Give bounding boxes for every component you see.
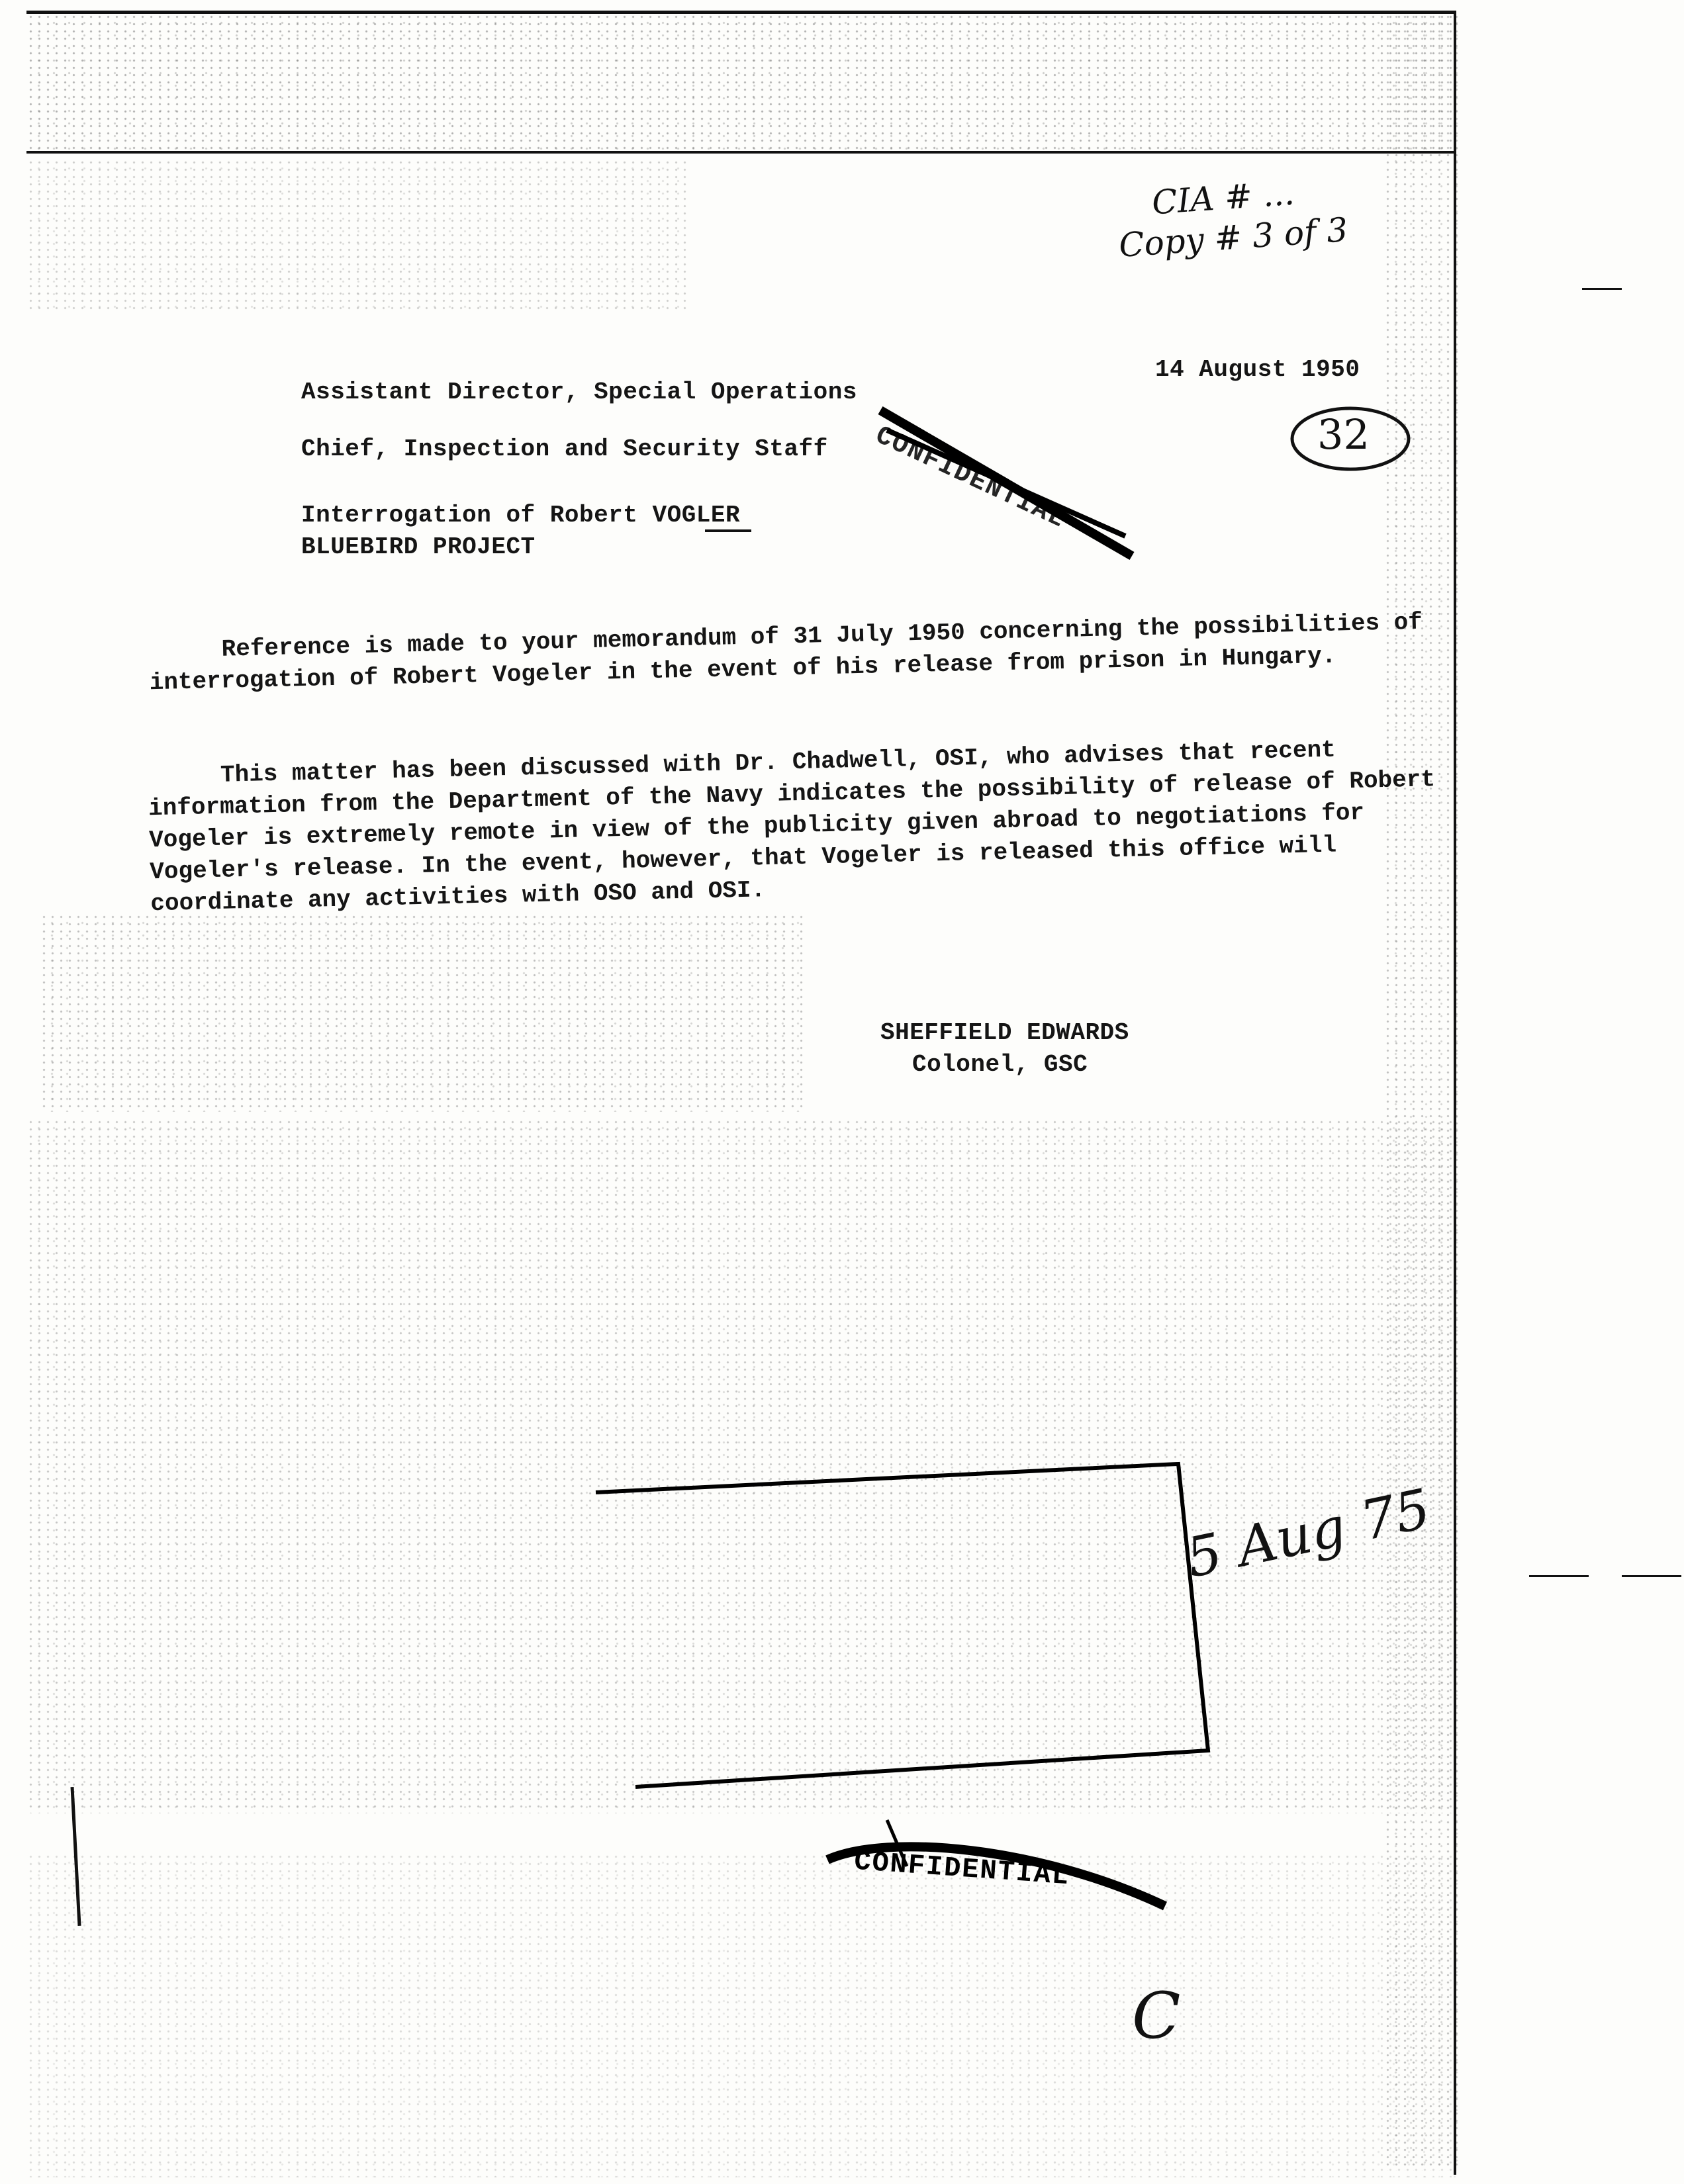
memo-project: BLUEBIRD PROJECT	[301, 533, 536, 561]
body-paragraph-1: Reference is made to your memorandum of 31 July 1950 concerning the possibilities of interrogation of Robert Vogeler in the event of his release from prison in Hungary.	[149, 608, 1423, 697]
top-border-line	[26, 11, 1456, 14]
circled-number: 32	[1317, 410, 1370, 459]
stamp-strikethrough-bottom	[808, 1807, 1178, 1926]
bottom-noise-band	[26, 1853, 1456, 2177]
signature-title: Colonel, GSC	[912, 1051, 1088, 1078]
handwritten-control-number: CIA # ...	[1150, 173, 1296, 222]
upper-left-noise	[26, 159, 688, 311]
handwritten-copy-number: Copy # 3 of 3	[1117, 210, 1349, 265]
body-paragraph-2: This matter has been discussed with Dr. Chadwell, OSI, who advises that recent information from the Department of the Navy indicates the possibility of release of Robert Vogeler is extremely remote in view of the publicity given abroad to negotiations for Vogeler's release. In the event, however, that Vogeler is released this office will coordinate any activities with OSO and OSI.	[148, 736, 1436, 918]
classification-stamp-top: CONFIDENTIAL	[870, 421, 1070, 535]
subject-underline	[705, 529, 751, 532]
memo-subject: Interrogation of Robert VOGLER	[301, 502, 741, 529]
stamp-strikethrough-top	[867, 397, 1145, 569]
memo-date: 14 August 1950	[1155, 356, 1360, 383]
right-margin-dash-3	[1622, 1575, 1681, 1577]
right-margin-dash-1	[1582, 288, 1622, 290]
right-edge-noise	[1383, 13, 1463, 2171]
memo-to: Assistant Director, Special Operations	[301, 379, 857, 406]
top-noise-band	[26, 13, 1456, 152]
right-border-line	[1454, 11, 1456, 2175]
mid-noise-band	[40, 913, 808, 1112]
right-margin-dash-2	[1529, 1575, 1589, 1577]
handwritten-initial: C	[1132, 1979, 1181, 2053]
classification-stamp-bottom: CONFIDENTIAL	[853, 1845, 1071, 1893]
signature-name: SHEFFIELD EDWARDS	[880, 1019, 1129, 1046]
header-rule	[26, 151, 1456, 154]
handwritten-date: 5 Aug 75	[1181, 1477, 1436, 1590]
memo-from: Chief, Inspection and Security Staff	[301, 435, 828, 463]
hand-drawn-box	[583, 1443, 1284, 1813]
